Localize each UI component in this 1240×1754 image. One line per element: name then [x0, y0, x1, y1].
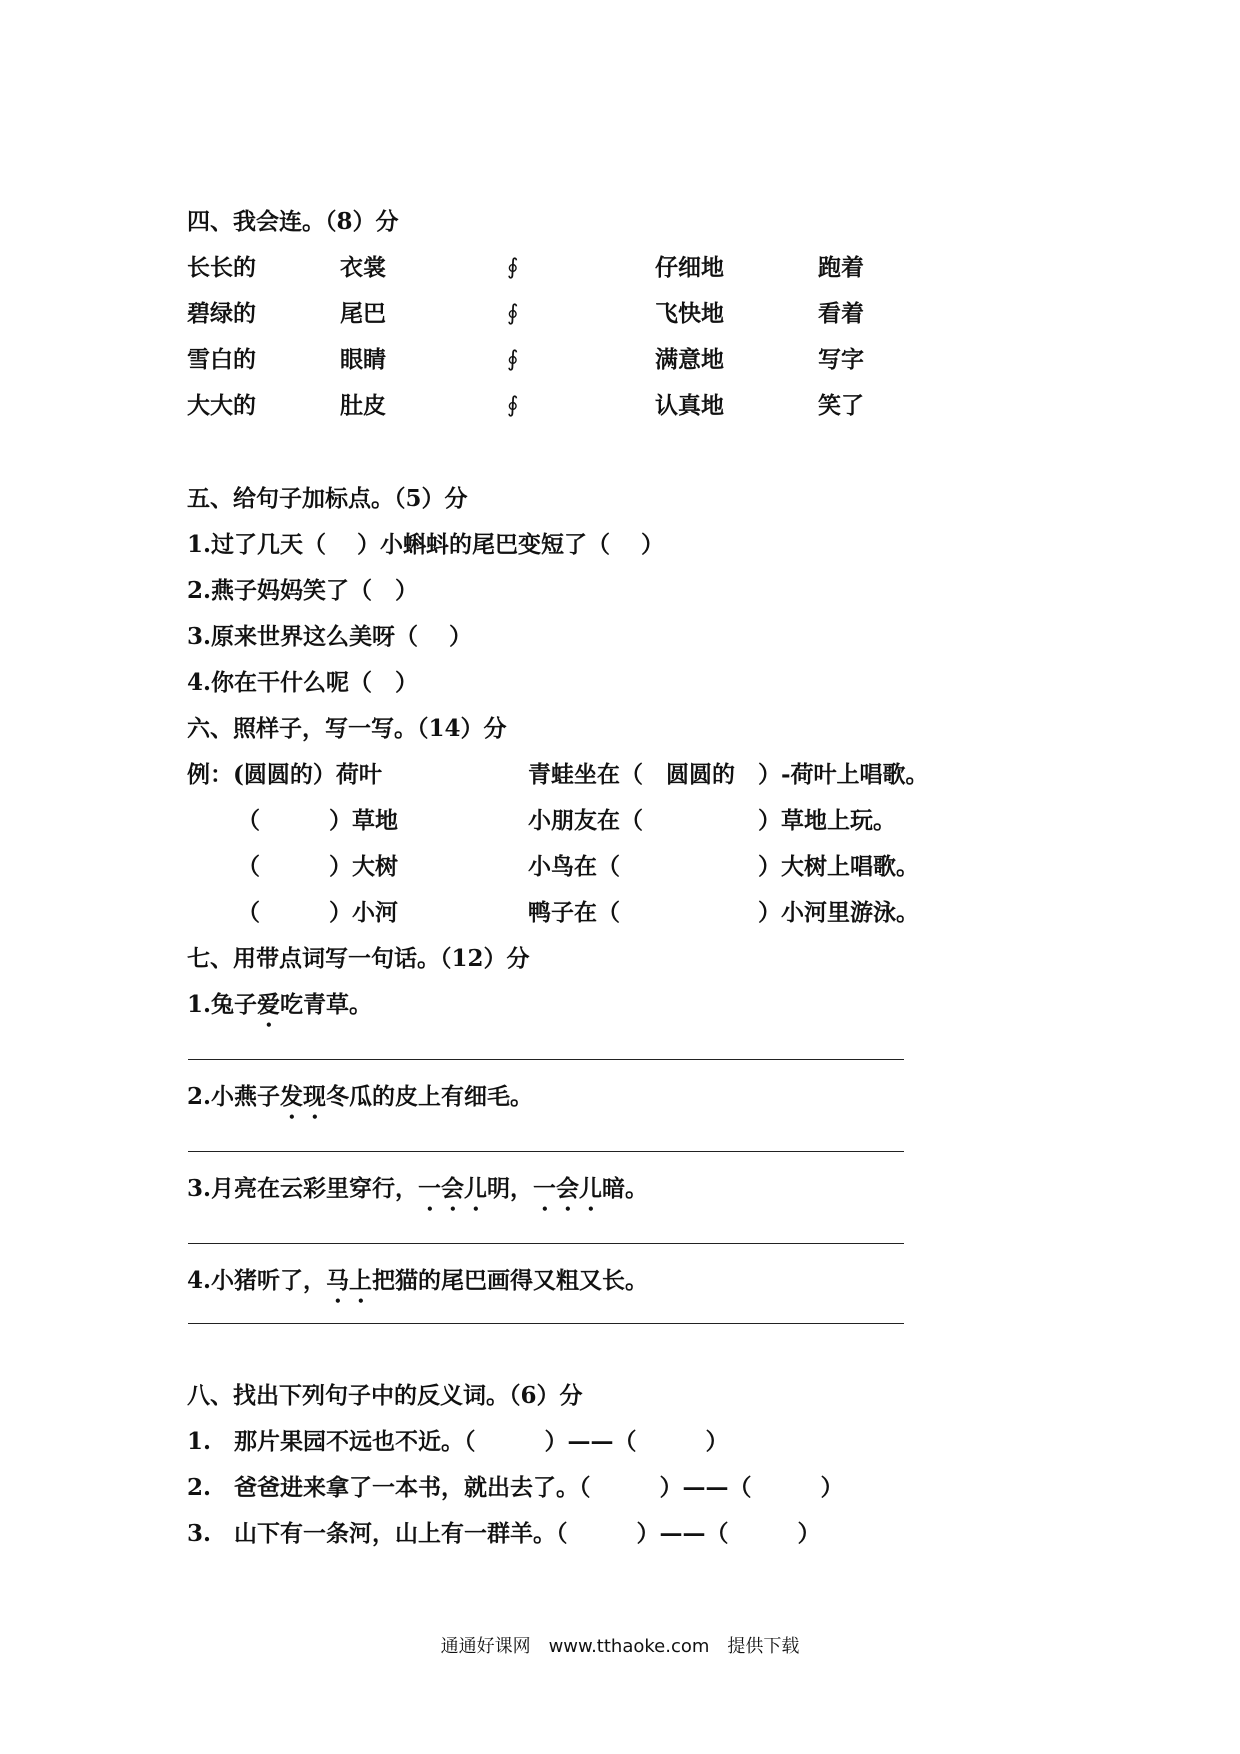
match-adverb: 认真地 [655, 392, 724, 419]
fill-sentence: 鸭子在（ ）小河里游泳。 [528, 899, 919, 926]
match-divider-icon: ∮ [507, 255, 519, 280]
section-8-title: 八、找出下列句子中的反义词。（6）分 [187, 1382, 583, 1409]
match-divider-icon: ∮ [507, 393, 519, 418]
match-verb: 跑着 [818, 254, 864, 281]
antonym-item: 2. 爸爸进来拿了一本书，就出去了。（ ）——（ ） [187, 1474, 844, 1501]
match-verb: 写字 [818, 346, 864, 373]
fill-phrase: （ ）小河 [237, 899, 398, 926]
match-noun: 肚皮 [340, 392, 386, 419]
match-adjective: 雪白的 [187, 346, 256, 373]
example-sentence: 青蛙坐在（ 圆圆的 ）-荷叶上唱歌。 [528, 761, 929, 788]
antonym-item: 1. 那片果园不远也不近。（ ）——（ ） [187, 1428, 729, 1455]
sentence-item [187, 1082, 533, 1124]
sentence-item [187, 990, 372, 1032]
match-divider-icon: ∮ [507, 301, 519, 326]
match-adverb: 满意地 [655, 346, 724, 373]
sentence-text: 3.月亮在云彩里穿行， [187, 1175, 419, 1202]
match-noun: 眼睛 [340, 346, 386, 373]
punctuation-item: 4.你在干什么呢（ ） [187, 669, 419, 696]
fill-phrase: （ ）草地 [237, 807, 398, 834]
footer-credit: 通通好课网 www.tthaoke.com 提供下载 [440, 1636, 800, 1657]
match-noun: 衣裳 [340, 254, 386, 281]
sentence-text: 1.兔子 [187, 991, 258, 1018]
section-5-title: 五、给句子加标点。（5）分 [187, 485, 468, 512]
answer-line[interactable] [188, 1059, 904, 1060]
section-6-title: 六、照样子，写一写。（14）分 [187, 715, 507, 742]
section-4-title: 四、我会连。（8）分 [187, 208, 399, 235]
match-adverb: 飞快地 [655, 300, 724, 327]
dotted-word: 一会儿 [418, 1175, 488, 1202]
dotted-word: 爱 [257, 991, 281, 1018]
answer-line[interactable] [188, 1151, 904, 1152]
punctuation-item: 3.原来世界这么美呀（ ） [187, 623, 473, 650]
sentence-text: 2.小燕子 [187, 1083, 281, 1110]
dotted-word: 马上 [326, 1267, 373, 1294]
match-verb: 笑了 [818, 392, 864, 419]
match-adjective: 长长的 [187, 254, 256, 281]
punctuation-item: 2.燕子妈妈笑了（ ） [187, 577, 419, 604]
answer-line[interactable] [188, 1243, 904, 1244]
dotted-word: 发现 [280, 1083, 327, 1110]
fill-sentence: 小朋友在（ ）草地上玩。 [528, 807, 896, 834]
match-divider-icon: ∮ [507, 347, 519, 372]
section-7-title: 七、用带点词写一句话。（12）分 [187, 945, 530, 972]
fill-phrase: （ ）大树 [237, 853, 398, 880]
match-adjective: 大大的 [187, 392, 256, 419]
sentence-text: 明， [487, 1175, 534, 1202]
sentence-item [187, 1174, 648, 1216]
sentence-item [187, 1266, 648, 1308]
sentence-text: 暗。 [602, 1175, 649, 1202]
match-verb: 看着 [818, 300, 864, 327]
match-adjective: 碧绿的 [187, 300, 256, 327]
match-noun: 尾巴 [340, 300, 386, 327]
punctuation-item: 1.过了几天（ ）小蝌蚪的尾巴变短了（ ） [187, 531, 665, 558]
antonym-item: 3. 山下有一条河，山上有一群羊。（ ）——（ ） [187, 1520, 821, 1547]
match-adverb: 仔细地 [655, 254, 724, 281]
sentence-text: 冬瓜的皮上有细毛。 [326, 1083, 534, 1110]
sentence-text: 4.小猪听了， [187, 1267, 327, 1294]
sentence-text: 吃青草。 [280, 991, 373, 1018]
fill-sentence: 小鸟在（ ）大树上唱歌。 [528, 853, 919, 880]
example-phrase: 例：(圆圆的）荷叶 [187, 761, 382, 788]
dotted-word: 一会儿 [533, 1175, 603, 1202]
sentence-text: 把猫的尾巴画得又粗又长。 [372, 1267, 649, 1294]
answer-line[interactable] [188, 1323, 904, 1324]
